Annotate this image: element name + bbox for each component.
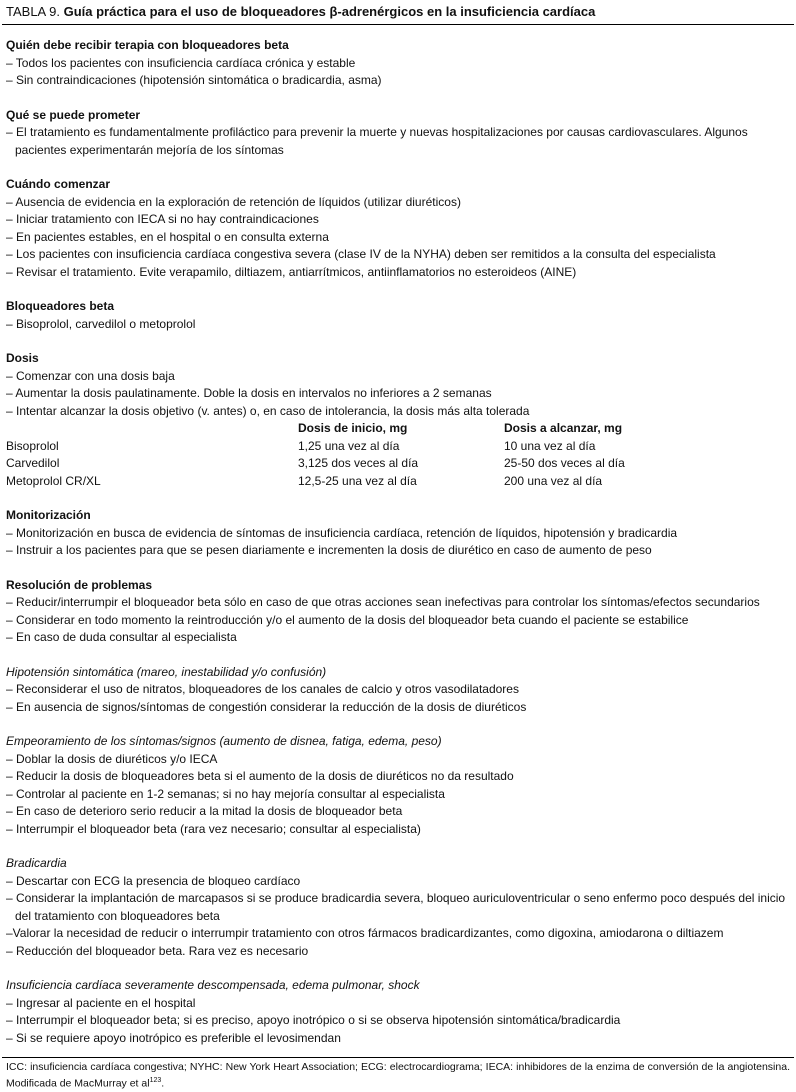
list-item: – Reducción del bloqueador beta. Rara vez es necesario <box>6 943 309 958</box>
section-when-to-start <box>6 176 790 281</box>
section-worsening-symptoms <box>6 733 790 838</box>
list-item: – En caso de deterioro serio reducir a la mitad la dosis de bloqueador beta <box>6 804 403 818</box>
list-item: – En pacientes estables, en el hospital o en consulta externa <box>6 229 329 244</box>
footnote-text: ICC: insuficiencia cardíaca congestiva; NYHC: New York Heart Association; ECG: electrocardiograma; IECA: inhibidores de la enzima de conversión de la angiotensina. Modificada de MacMurray et al <box>6 1061 790 1090</box>
section-beta-blockers <box>6 298 790 333</box>
list-item: – Ausencia de evidencia en la exploración de retención de líquidos (utilizar diuréticos) <box>6 194 461 209</box>
table-9-page <box>2 0 794 1091</box>
dose-target: 25-50 dos veces al día <box>504 456 625 470</box>
list-item: – En ausencia de signos/síntomas de congestión considerar la reducción de la dosis de diuréticos <box>6 699 527 714</box>
list-item: – Iniciar tratamiento con IECA si no hay contraindicaciones <box>6 212 319 226</box>
table-title: Guía práctica para el uso de bloqueadores β-adrenérgicos en la insuficiencia cardíaca <box>63 4 596 19</box>
dose-target: 10 una vez al día <box>504 438 596 453</box>
section-heading: Quién debe recibir terapia con bloqueadores beta <box>6 38 289 52</box>
list-item: – Los pacientes con insuficiencia cardíaca congestiva severa (clase IV de la NYHA) deben ser remitidos a la consulta del especialista <box>6 247 716 261</box>
list-item: – Considerar la implantación de marcapasos si se produce bradicardia severa, bloqueo auriculoventricular o seno enfermo poco después del inicio del tratamiento con bloqueadores beta <box>6 891 786 923</box>
section-heading: Hipotensión sintomática (mareo, inestabilidad y/o confusión) <box>6 664 327 679</box>
list-item: – Ingresar al paciente en el hospital <box>6 995 196 1010</box>
section-heading: Monitorización <box>6 508 91 522</box>
list-item: – Considerar en todo momento la reintroducción y/o el aumento de la dosis del bloqueador beta cuando el paciente se estabilice <box>6 612 689 627</box>
section-heading: Dosis <box>6 351 39 365</box>
list-item: – Controlar al paciente en 1-2 semanas; si no hay mejoría consultar al especialista <box>6 786 445 801</box>
dose-drug: Metoprolol CR/XL <box>6 473 101 488</box>
section-heading: Empeoramiento de los síntomas/signos (aumento de disnea, fatiga, edema, peso) <box>6 734 442 748</box>
list-item: – En caso de duda consultar al especialista <box>6 630 237 644</box>
list-item: – Monitorización en busca de evidencia de síntomas de insuficiencia cardíaca, retención de líquidos, hipotensión y bradicardia <box>6 525 678 540</box>
section-what-to-promise <box>6 107 790 160</box>
list-item: – Bisoprolol, carvedilol o metoprolol <box>6 316 196 331</box>
section-heading: Cuándo comenzar <box>6 177 111 191</box>
list-item: – Interrumpir el bloqueador beta (rara vez necesario; consultar al especialista) <box>6 821 421 836</box>
list-item: – Todos los pacientes con insuficiencia cardíaca crónica y estable <box>6 55 356 70</box>
list-item: – Instruir a los pacientes para que se pesen diariamente e incrementen la dosis de diurético en caso de aumento de peso <box>6 543 652 557</box>
dose-start: 3,125 dos veces al día <box>298 456 419 470</box>
table-body <box>2 25 794 1047</box>
dose-start: 12,5-25 una vez al día <box>298 473 417 488</box>
col-header-start-dose: Dosis de inicio, mg <box>298 421 408 435</box>
list-item: – Revisar el tratamiento. Evite verapamilo, diltiazem, antiarrítmicos, antiinflamatorios no esteroideos (AINE) <box>6 264 577 279</box>
list-item: – Sin contraindicaciones (hipotensión sintomática o bradicardia, asma) <box>6 73 382 87</box>
dose-target: 200 una vez al día <box>504 473 603 488</box>
list-item: – Intentar alcanzar la dosis objetivo (v. antes) o, en caso de intolerancia, la dosis más alta tolerada <box>6 403 530 418</box>
section-monitoring <box>6 507 790 560</box>
list-item: – Reducir/interrumpir el bloqueador beta sólo en caso de que otras acciones sean inefectivas para controlar los síntomas/efectos secundarios <box>6 595 760 609</box>
section-heading: Bloqueadores beta <box>6 299 115 313</box>
section-dosage <box>6 350 790 490</box>
footnote-reference: 123 <box>149 1077 162 1084</box>
table-title-row <box>2 0 794 24</box>
list-item: – Reducir la dosis de bloqueadores beta si el aumento de la dosis de diuréticos no da resultado <box>6 769 514 783</box>
col-header-target-dose: Dosis a alcanzar, mg <box>504 421 623 435</box>
section-heading: Resolución de problemas <box>6 577 153 592</box>
table-footnote <box>2 1058 794 1091</box>
section-symptomatic-hypotension <box>6 664 790 717</box>
list-item: – Si se requiere apoyo inotrópico es preferible el levosimendan <box>6 1030 341 1045</box>
section-bradycardia <box>6 855 790 960</box>
dose-drug: Bisoprolol <box>6 438 59 453</box>
list-item: – Comenzar con una dosis baja <box>6 368 175 383</box>
section-heading: Qué se puede prometer <box>6 107 141 122</box>
list-item: – El tratamiento es fundamentalmente profiláctico para prevenir la muerte y nuevas hospitalizaciones por causas cardiovasculares. Algunos pacientes experimentarán mejoría de los síntomas <box>6 125 748 157</box>
dose-drug: Carvedilol <box>6 456 60 470</box>
list-item: – Interrumpir el bloqueador beta; si es preciso, apoyo inotrópico o si se observa hipotensión sintomática/bradicardia <box>6 1013 621 1027</box>
list-item: – Descartar con ECG la presencia de bloqueo cardíaco <box>6 873 301 888</box>
footnote-end: . <box>161 1077 165 1090</box>
section-troubleshooting <box>6 577 790 647</box>
dose-start: 1,25 una vez al día <box>298 438 400 453</box>
list-item: – Doblar la dosis de diuréticos y/o IECA <box>6 751 218 766</box>
list-item: – Aumentar la dosis paulatinamente. Doble la dosis en intervalos no inferiores a 2 semanas <box>6 386 492 400</box>
section-decompensated-heart-failure <box>6 977 790 1047</box>
list-item: – Reconsiderar el uso de nitratos, bloqueadores de los canales de calcio y otros vasodilatadores <box>6 682 519 696</box>
table-label: TABLA 9. <box>6 4 60 19</box>
list-item: –Valorar la necesidad de reducir o interrumpir tratamiento con otros fármacos bradicardizantes, como digoxina, amiodarona o diltiazem <box>6 926 724 940</box>
section-who-should-receive <box>6 37 790 90</box>
section-heading: Insuficiencia cardíaca severamente descompensada, edema pulmonar, shock <box>6 978 420 992</box>
dose-table-corner <box>6 420 298 438</box>
section-heading: Bradicardia <box>6 856 67 870</box>
dose-table <box>6 420 790 490</box>
